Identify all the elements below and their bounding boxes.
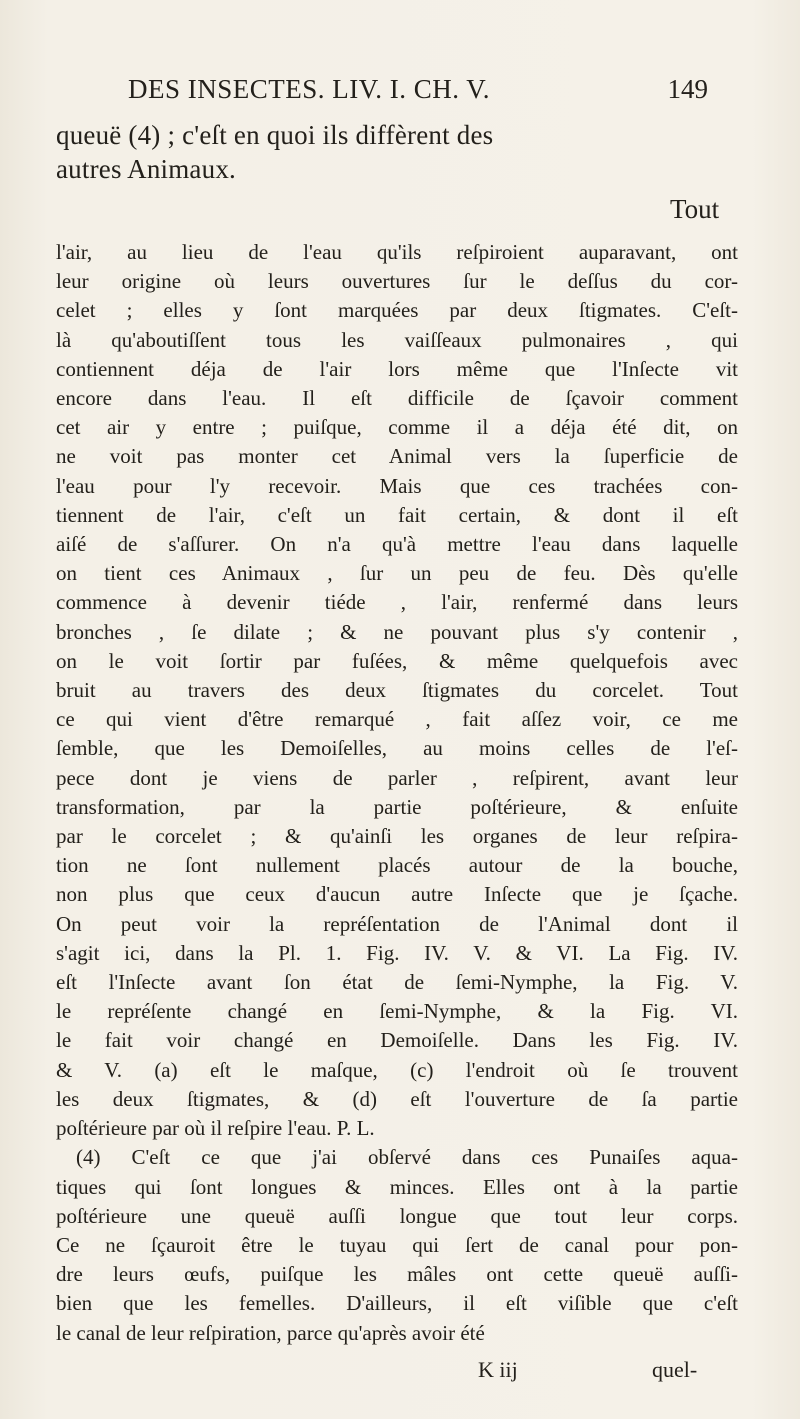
text-line: aiſé de s'aſſurer. On n'a qu'à mettre l'eau dans laquelle: [56, 532, 738, 557]
text-line: ſemble, que les Demoiſelles, au moins celles de l'eſ-: [56, 736, 738, 761]
text-line: contiennent déja de l'air lors même que l'Inſecte vit: [56, 356, 738, 381]
signature-mark: K iij: [478, 1357, 518, 1382]
continued-footnote-text: [56, 118, 736, 186]
page-number: 149: [667, 74, 708, 104]
text-line: ne voit pas monter cet Animal vers la ſuperficie de: [56, 444, 738, 469]
paragraph: [56, 238, 738, 1143]
text-line: poſtérieure par où il reſpire l'eau. P. L.: [56, 1116, 375, 1141]
text-line: cet air y entre ; puiſque, comme il a déja été dit, on: [56, 415, 738, 440]
text-line: bien que les femelles. D'ailleurs, il eſt viſible que c'eſt: [56, 1291, 738, 1316]
text-line: non plus que ceux d'aucun autre Inſecte que je ſçache.: [56, 882, 738, 907]
text-line: les deux ſtigmates, & (d) eſt l'ouverture de ſa partie: [56, 1086, 738, 1111]
text-line: dre leurs œufs, puiſque les mâles ont cette queuë auſſi-: [56, 1262, 738, 1287]
text-line: l'air, au lieu de l'eau qu'ils reſpiroient auparavant, ont: [56, 240, 738, 264]
text-line: tiennent de l'air, c'eſt un fait certain, & dont il eſt: [56, 502, 738, 527]
text-line: pece dont je viens de parler , reſpirent, avant leur: [56, 765, 738, 790]
text-line: tiques qui ſont longues & minces. Elles ont à la partie: [56, 1174, 738, 1199]
text-line: là qu'aboutiſſent tous les vaiſſeaux pulmonaires , qui: [56, 327, 738, 352]
text-line: bronches , ſe dilate ; & ne pouvant plus s'y contenir ,: [56, 619, 738, 644]
text-line: s'agit ici, dans la Pl. 1. Fig. IV. V. & VI. La Fig. IV.: [56, 940, 738, 965]
running-title: DES INSECTES. LIV. I. CH. V.: [128, 74, 491, 104]
text-line: par le corcelet ; & qu'ainſi les organes de leur reſpira-: [56, 824, 738, 849]
text-line: celet ; elles y ſont marquées par deux ſtigmates. C'eſt-: [56, 298, 738, 323]
text-line: le canal de leur reſpiration, parce qu'après avoir été: [56, 1320, 485, 1345]
text-line: leur origine où leurs ouvertures ſur le deſſus du cor-: [56, 269, 738, 294]
text-line: le fait voir changé en Demoiſelle. Dans les Fig. IV.: [56, 1028, 738, 1053]
text-line: tion ne ſont nullement placés autour de la bouche,: [56, 853, 738, 878]
text-line: ce qui vient d'être remarqué , fait aſſez voir, ce me: [56, 707, 738, 732]
catch-word-tout: Tout: [670, 194, 720, 224]
text-line: on le voit ſortir par fuſées, & même quelquefois avec: [56, 648, 738, 673]
main-text: [56, 238, 738, 1348]
text-line: (4) C'eſt ce que j'ai obſervé dans ces Punaiſes aqua-: [76, 1145, 738, 1170]
lead-line: autres Animaux.: [56, 154, 236, 184]
text-line: Ce ne ſçauroit être le tuyau qui ſert de canal pour pon-: [56, 1232, 738, 1257]
text-line: bruit au travers des deux ſtigmates du corcelet. Tout: [56, 678, 738, 703]
lead-line: queuë (4) ; c'eſt en quoi ils diffèrent des: [56, 120, 494, 150]
text-line: commence à devenir tiéde , l'air, renfermé dans leurs: [56, 590, 738, 615]
footnote-4: [56, 1143, 738, 1347]
text-line: eſt l'Inſecte avant ſon état de ſemi-Nymphe, la Fig. V.: [56, 970, 738, 995]
text-line: l'eau pour l'y recevoir. Mais que ces trachées con-: [56, 473, 738, 498]
text-line: transformation, par la partie poſtérieure, & enſuite: [56, 794, 738, 819]
text-line: le repréſente changé en ſemi-Nymphe, & la Fig. VI.: [56, 999, 738, 1024]
text-line: poſtérieure une queuë auſſi longue que tout leur corps.: [56, 1203, 738, 1228]
running-header: [128, 74, 708, 114]
text-line: encore dans l'eau. Il eſt difficile de ſçavoir comment: [56, 386, 738, 411]
text-line: & V. (a) eſt le maſque, (c) l'endroit où ſe trouvent: [56, 1057, 738, 1082]
text-line: On peut voir la repréſentation de l'Animal dont il: [56, 911, 738, 936]
catchword: quel-: [652, 1357, 698, 1382]
text-line: on tient ces Animaux , ſur un peu de feu. Dès qu'elle: [56, 561, 738, 586]
